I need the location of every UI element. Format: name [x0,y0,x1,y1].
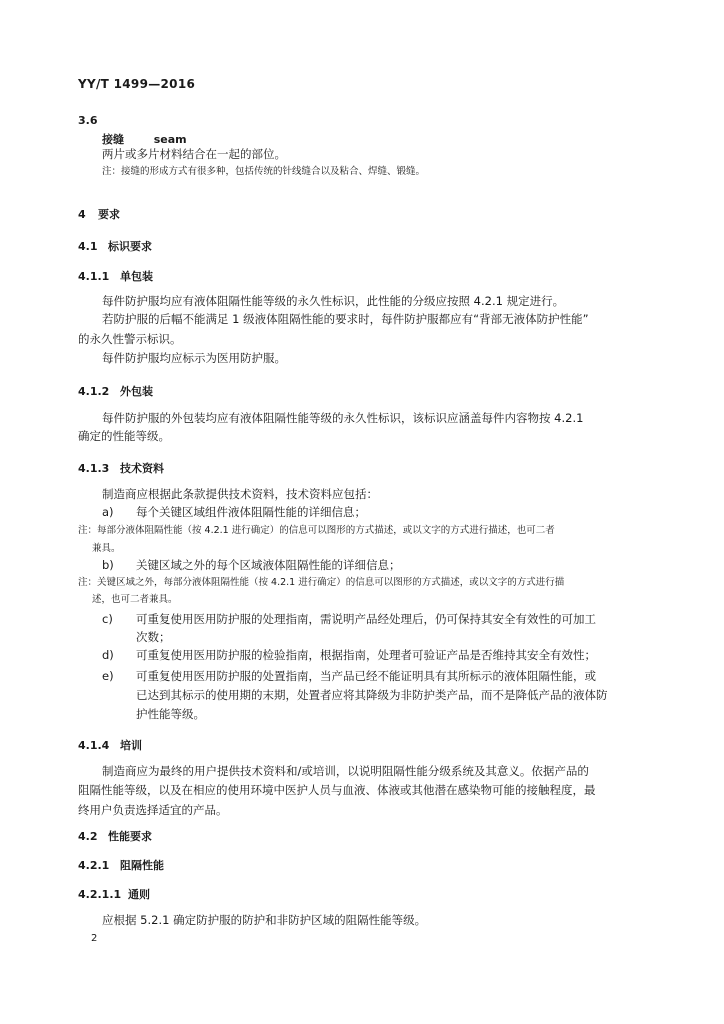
list-text: 关键区域之外的每个区域液体阻隔性能的详细信息； [136,558,401,572]
paragraph: 每件防护服的外包装均应有液体阻隔性能等级的永久性标识，该标识应涵盖每件内容物按 4.2.1 [102,411,584,425]
section-4-1-4-heading [78,737,142,753]
section-number: 4.2.1 [78,859,110,872]
list-item-d [102,644,596,666]
list-text: 可重复使用医用防护服的检验指南，根据指南，处理者可验证产品是否维持其安全有效性； [136,648,596,662]
list-text: 可重复使用医用防护服的处理指南，需说明产品经处理后，仍可保持其安全有效性的可加工 [136,612,596,626]
section-title: 阻隔性能 [120,859,164,872]
section-number: 4.1.2 [78,385,110,398]
section-4-1-2-heading [78,383,153,399]
section-title: 要求 [98,208,120,221]
term-definition: 两片或多片材料结合在一起的部位。 [102,147,286,161]
section-number: 4.1.3 [78,462,110,475]
paragraph: 制造商应为最终的用户提供技术资料和/或培训，以说明阻隔性能分级系统及其意义。依据产品的 [102,764,589,778]
list-marker: c) [102,612,113,626]
page-number: 2 [91,933,98,944]
list-continuation: 已达到其标示的使用期的末期，处置者应将其降级为非防护类产品，而不是降低产品的液体防 [136,688,608,702]
section-4-2-heading [78,828,152,844]
section-title: 单包装 [120,270,153,283]
section-number: 4.1.4 [78,739,110,752]
section-4-heading [78,206,120,222]
term-name-en: seam [153,133,187,146]
note-continuation: 述，也可二者兼具。 [92,594,178,605]
section-4-1-1-heading [78,268,153,284]
term-name-cn: 接缝 [102,133,124,146]
term-note: 注：接缝的形成方式有很多种，包括传统的针线缝合以及粘合、焊缝、锻缝。 [102,166,426,177]
list-marker: d) [102,648,114,662]
section-4-1-heading [78,238,152,254]
list-continuation: 次数； [136,630,171,644]
section-title: 培训 [120,739,142,752]
term-number: 3.6 [78,114,98,127]
paragraph-continuation: 的永久性警示标识。 [78,332,182,346]
list-item-a [102,501,366,523]
list-marker: b) [102,558,114,572]
section-4-1-3-heading [78,460,164,476]
list-text: 每个关键区域组件液体阻隔性能的详细信息； [136,505,366,519]
list-marker: e) [102,669,114,683]
list-text: 可重复使用医用防护服的处置指南，当产品已经不能证明具有其所标示的液体阻隔性能，或 [136,669,596,683]
note-continuation: 兼具。 [92,543,121,554]
list-continuation: 护性能等级。 [136,707,205,721]
section-number: 4 [78,208,86,221]
paragraph: 应根据 5.2.1 确定防护服的防护和非防护区域的阻隔性能等级。 [102,913,427,927]
section-number: 4.1 [78,240,98,253]
paragraph-continuation: 终用户负责选择适宜的产品。 [78,803,228,817]
section-number: 4.2 [78,830,98,843]
paragraph: 制造商应根据此条款提供技术资料，技术资料应包括： [102,487,378,501]
section-number: 4.1.1 [78,270,110,283]
note: 注：每部分液体阻隔性能（按 4.2.1 进行确定）的信息可以图形的方式描述，或以文字的方式进行描述，也可二者 [78,525,555,536]
doc-code-header: YY/T 1499—2016 [78,77,196,91]
paragraph-continuation: 确定的性能等级。 [78,429,170,443]
section-title: 性能要求 [108,830,152,843]
section-4-2-1-1-heading [78,886,150,902]
list-item-c [102,608,596,630]
paragraph: 每件防护服均应有液体阻隔性能等级的永久性标识，此性能的分级应按照 4.2.1 规定进行。 [102,294,565,308]
section-number: 4.2.1.1 [78,888,122,901]
list-marker: a) [102,505,114,519]
paragraph-continuation: 阻隔性能等级，以及在相应的使用环境中医护人员与血液、体液或其他潜在感染物可能的接触程度，最 [78,783,596,797]
list-item-b [102,554,401,576]
section-title: 通则 [128,888,150,901]
section-title: 外包装 [120,385,153,398]
note: 注：关键区域之外，每部分液体阻隔性能（按 4.2.1 进行确定）的信息可以图形的方式描述，或以文字的方式进行描 [78,577,565,588]
paragraph: 若防护服的后幅不能满足 1 级液体阻隔性能的要求时，每件防护服都应有“背部无液体防护性能” [102,312,589,326]
section-title: 标识要求 [108,240,152,253]
paragraph: 每件防护服均应标示为医用防护服。 [102,351,286,365]
section-title: 技术资料 [120,462,164,475]
section-4-2-1-heading [78,857,164,873]
